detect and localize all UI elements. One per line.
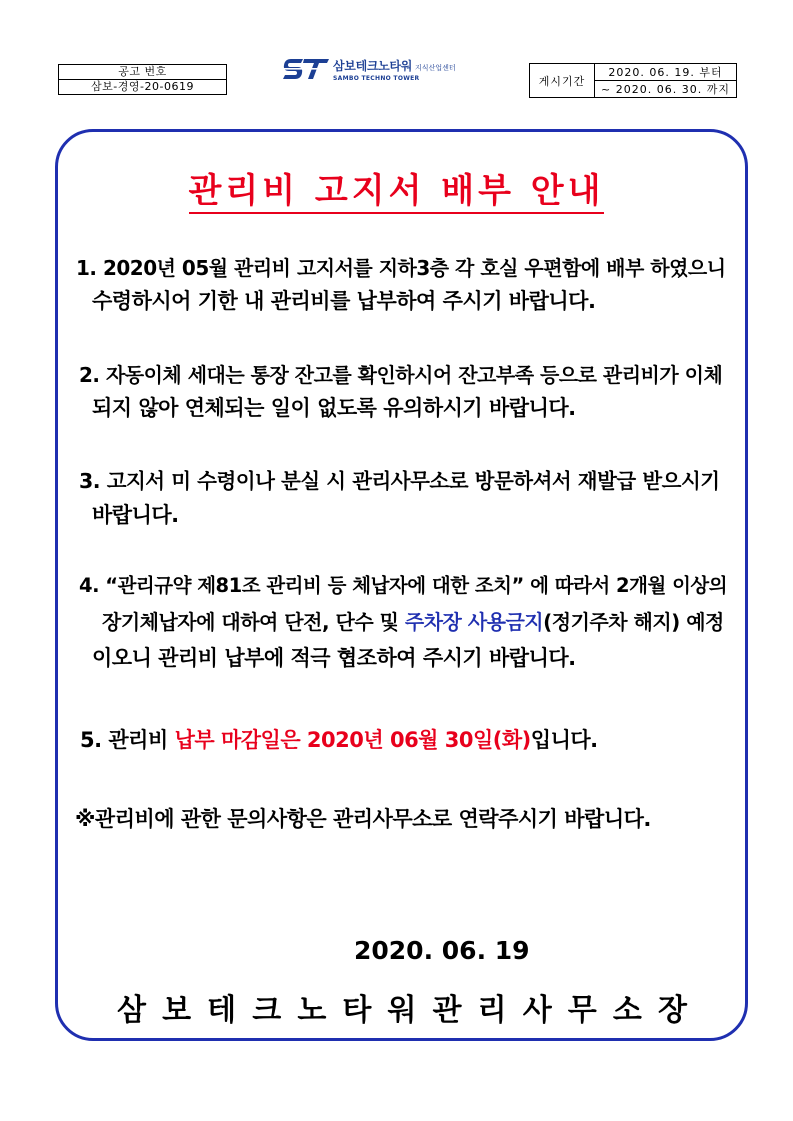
item-1-line-1: 1. 2020년 05월 관리비 고지서를 지하3층 각 호실 우편함에 배부 하였으니 (76, 256, 726, 280)
parking-ban-highlight: 주차장 사용금지 (404, 610, 544, 634)
item-2-line-1: 2. 자동이체 세대는 통장 잔고를 확인하시어 잔고부족 등으로 관리비가 이체 (79, 363, 723, 387)
office-char: 소 (612, 993, 642, 1028)
office-char: 크 (252, 993, 282, 1028)
office-char: 노 (297, 993, 327, 1028)
notice-title-text: 관리비 고지서 배부 안내 (189, 171, 605, 214)
inquiry-note: ※관리비에 관한 문의사항은 관리사무소로 연락주시기 바랍니다. (75, 807, 651, 831)
notice-date: 2020. 06. 19 (354, 936, 530, 965)
item-4-line-1: 4. “관리규약 제81조 관리비 등 체납자에 대한 조치” 에 따라서 2개월 이상의 (79, 574, 728, 597)
item-3-line-2: 바랍니다. (92, 503, 179, 527)
office-char: 보 (162, 993, 192, 1028)
item-4-line-2c: (정기주차 해지) 예정 (543, 610, 724, 634)
office-char: 워 (387, 993, 417, 1028)
logo-english: SAMBO TECHNO TOWER (333, 74, 420, 82)
company-logo (283, 54, 456, 84)
item-4-line-3: 이오니 관리비 납부에 적극 협조하여 주시기 바랍니다. (92, 646, 576, 670)
notice-number-value: 삼보-경영-20-0619 (59, 80, 227, 95)
office-char: 테 (207, 993, 237, 1028)
office-char: 사 (522, 993, 552, 1028)
office-char: 타 (342, 993, 372, 1028)
item-5 (80, 721, 598, 759)
item-3-line-1: 3. 고지서 미 수령이나 분실 시 관리사무소로 방문하셔서 재발급 받으시기 (79, 469, 720, 493)
item-5c: 입니다. (530, 728, 598, 752)
logo-name: 삼보테크노타워 (333, 58, 413, 73)
office-char: 리 (477, 993, 507, 1028)
item-4-line-2 (102, 603, 724, 641)
item-2-line-2: 되지 않아 연체되는 일이 없도록 유의하시기 바랍니다. (92, 396, 576, 420)
office-char: 장 (657, 993, 687, 1028)
item-4-line-2a: 장기체납자에 대하여 단전, 단수 및 (102, 610, 405, 634)
st-logo-icon (283, 55, 329, 83)
logo-subtitle: 지식산업센터 (415, 63, 456, 72)
item-1-line-2: 수령하시어 기한 내 관리비를 납부하여 주시기 바랍니다. (92, 289, 596, 313)
office-char: 무 (567, 993, 597, 1028)
notice-title (0, 163, 793, 212)
posting-period-label: 게시기간 (530, 64, 595, 97)
office-char: 삼 (117, 993, 146, 1028)
item-5a: 5. 관리비 (80, 728, 175, 752)
payment-deadline-highlight: 납부 마감일은 2020년 06월 30일(화) (174, 728, 531, 752)
notice-number-label: 공고 번호 (59, 65, 227, 80)
posting-period-to: ~ 2020. 06. 30. 까지 (595, 80, 736, 97)
posting-period-box (529, 63, 737, 98)
notice-number-table (58, 64, 227, 95)
office-char: 관 (432, 993, 462, 1028)
office-name (117, 985, 687, 1029)
posting-period-from: 2020. 06. 19. 부터 (608, 66, 723, 79)
